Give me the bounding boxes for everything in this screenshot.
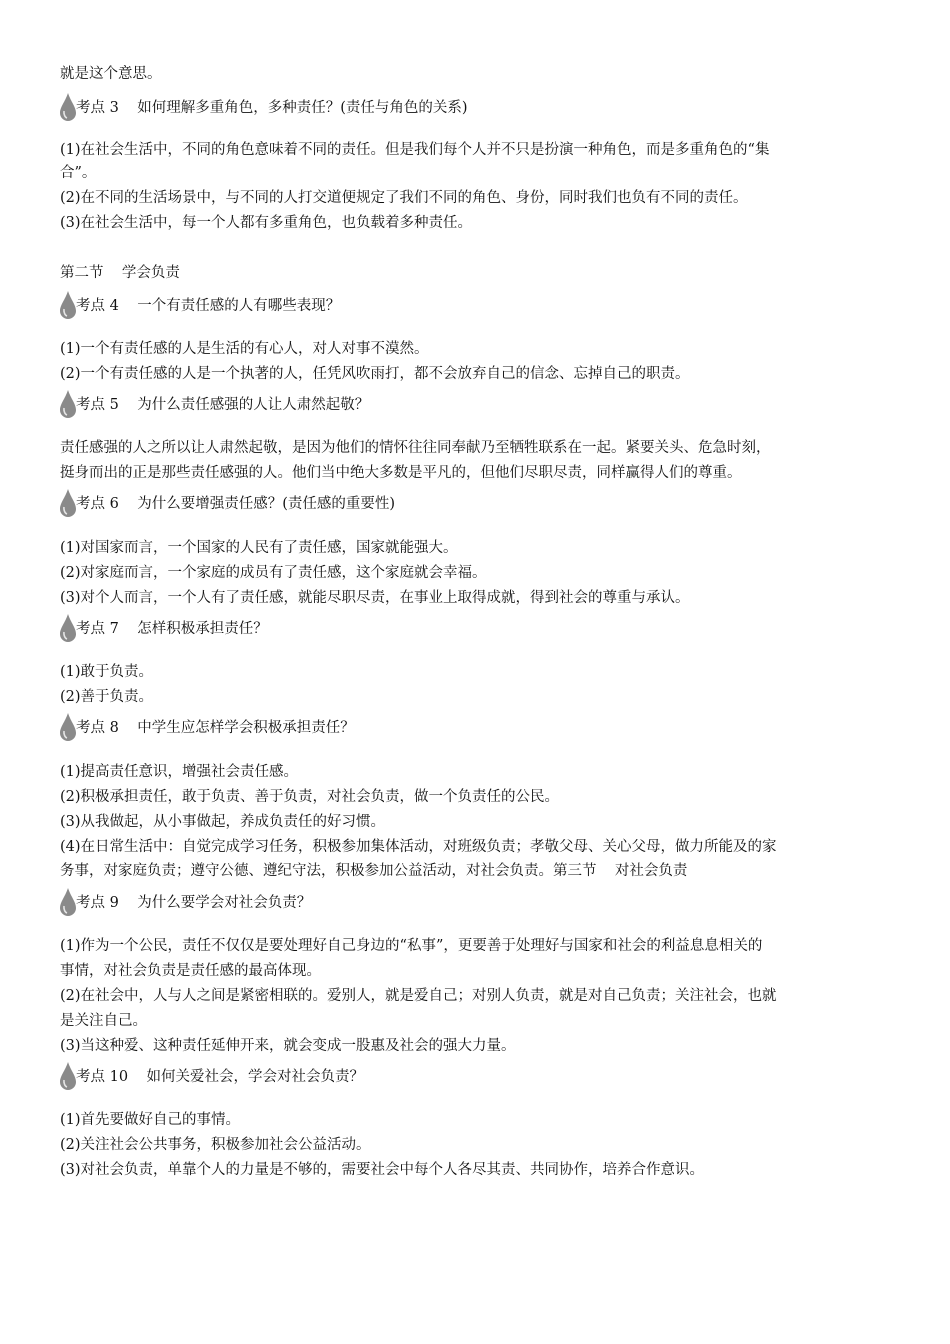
- text-line: (1)一个有责任感的人是生活的有心人，对人对事不漠然。: [60, 341, 429, 357]
- drop-icon: [58, 887, 78, 917]
- text-line: (1)首先要做好自己的事情。: [60, 1112, 241, 1128]
- text-line: (3)在社会生活中，每一个人都有多重角色，也负载着多种责任。: [60, 215, 473, 231]
- kaodian-title: 考点 8 中学生应怎样学会积极承担责任？: [76, 720, 355, 736]
- text-line: (1)提高责任意识，增强社会责任感。: [60, 764, 299, 780]
- drop-icon: [58, 613, 78, 643]
- text-line: (2)在不同的生活场景中，与不同的人打交道便规定了我们不同的角色、身份，同时我们也负有不同的责任。: [60, 190, 748, 206]
- text-line: (3)对个人而言，一个人有了责任感，就能尽职尽责，在事业上取得成就，得到社会的尊重与承认。: [60, 590, 690, 606]
- text-line: (1)对国家而言，一个国家的人民有了责任感，国家就能强大。: [60, 540, 458, 556]
- text-line: (2)善于负责。: [60, 689, 154, 705]
- text-line: (2)积极承担责任，敢于负责、善于负责，对社会负责，做一个负责任的公民。: [60, 789, 560, 805]
- text-line: (2)关注社会公共事务，积极参加社会公益活动。: [60, 1137, 371, 1153]
- text-line: 务事，对家庭负责；遵守公德、遵纪守法，积极参加公益活动，对社会负责。第三节 对社会负责: [60, 863, 688, 879]
- text-line: (2)在社会中，人与人之间是紧密相联的。爱别人，就是爱自己；对别人负责，就是对自己负责；关注社会，也就: [60, 988, 777, 1004]
- drop-icon: [58, 1061, 78, 1091]
- text-line: (1)敢于负责。: [60, 664, 154, 680]
- text-line: 事情，对社会负责是责任感的最高体现。: [60, 963, 321, 979]
- kaodian-title: 考点 3 如何理解多重角色，多种责任？(责任与角色的关系): [76, 100, 468, 116]
- kaodian-title: 考点 4 一个有责任感的人有哪些表现？: [76, 298, 341, 314]
- section-title: 第二节 学会负责: [60, 265, 180, 281]
- text-line: (2)一个有责任感的人是一个执著的人，任凭风吹雨打，都不会放弃自己的信念、忘掉自己的职责。: [60, 366, 690, 382]
- drop-icon: [58, 290, 78, 320]
- kaodian-title: 考点 9 为什么要学会对社会负责？: [76, 895, 312, 911]
- text-line: 就是这个意思。: [60, 66, 162, 82]
- drop-icon: [58, 389, 78, 419]
- text-line: 挺身而出的正是那些责任感强的人。他们当中绝大多数是平凡的，但他们尽职尽责，同样赢得人们的尊重。: [60, 465, 742, 481]
- text-line: 责任感强的人之所以让人肃然起敬，是因为他们的情怀往往同奉献乃至牺牲联系在一起。紧要关头、危急时刻，: [60, 440, 771, 456]
- text-line: (1)作为一个公民，责任不仅仅是要处理好自己身边的“私事”，更要善于处理好与国家和社会的利益息息相关的: [60, 938, 763, 954]
- text-line: (4)在日常生活中：自觉完成学习任务，积极参加集体活动，对班级负责；孝敬父母、关心父母，做力所能及的家: [60, 839, 777, 855]
- kaodian-title: 考点 6 为什么要增强责任感？(责任感的重要性): [76, 496, 396, 512]
- text-line: (1)在社会生活中，不同的角色意味着不同的责任。但是我们每个人并不只是扮演一种角色，而是多重角色的“集: [60, 142, 770, 158]
- text-line: (3)当这种爱、这种责任延伸开来，就会变成一股惠及社会的强大力量。: [60, 1038, 516, 1054]
- kaodian-title: 考点 7 怎样积极承担责任？: [76, 621, 268, 637]
- text-line: (2)对家庭而言，一个家庭的成员有了责任感，这个家庭就会幸福。: [60, 565, 487, 581]
- text-line: 合”。: [60, 165, 97, 181]
- text-line: (3)对社会负责，单靠个人的力量是不够的，需要社会中每个人各尽其责、共同协作，培养合作意识。: [60, 1162, 705, 1178]
- drop-icon: [58, 488, 78, 518]
- kaodian-title: 考点 5 为什么责任感强的人让人肃然起敬？: [76, 397, 370, 413]
- text-line: 是关注自己。: [60, 1013, 147, 1029]
- drop-icon: [58, 92, 78, 122]
- kaodian-title: 考点 10 如何关爱社会，学会对社会负责？: [76, 1069, 364, 1085]
- drop-icon: [58, 712, 78, 742]
- text-line: (3)从我做起，从小事做起，养成负责任的好习惯。: [60, 814, 386, 830]
